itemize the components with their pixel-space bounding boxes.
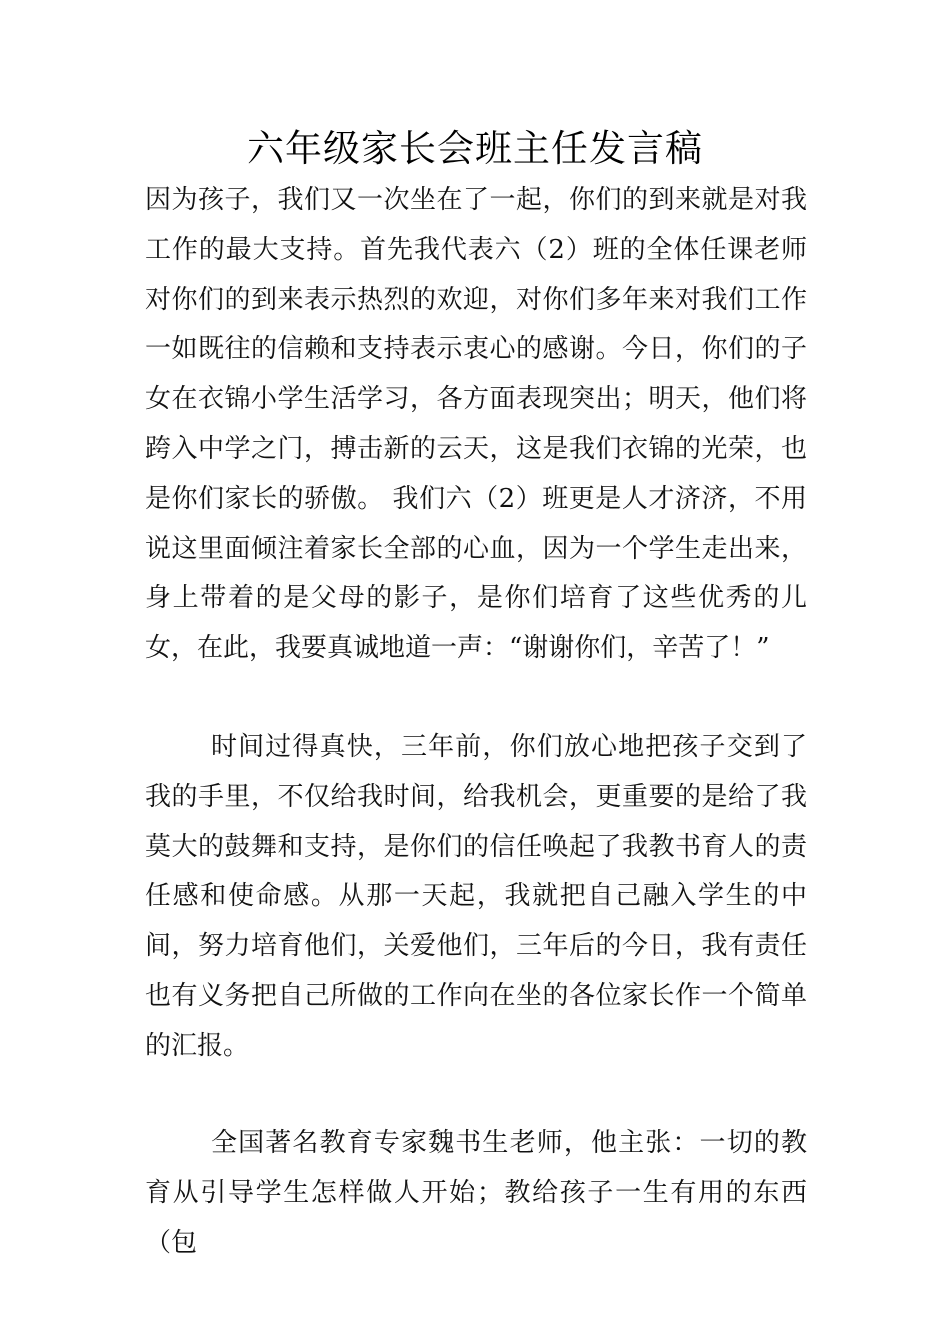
paragraph-three-years: 时间过得真快，三年前，你们放心地把孩子交到了我的手里，不仅给我时间，给我机会，更重要的是给了我莫大的鼓舞和支持，是你们的信任唤起了我教书育人的责任感和使命感。从那一天起，我就把自己融入学生的中间，努力培育他们，关爱他们，三年后的今日，我有责任也有义务把自己所做的工作向在坐的各位家长作一个简单的汇报。 xyxy=(145,732,807,1061)
paragraph-wei-shusheng: 全国著名教育专家魏书生老师，他主张：一切的教育从引导学生怎样做人开始；教给孩子一生有用的东西（包 xyxy=(145,1128,807,1258)
paragraph-opening: 因为孩子，我们又一次坐在了一起，你们的到来就是对我工作的最大支持。首先我代表六（2）班的全体任课老师对你们的到来表示热烈的欢迎，对你们多年来对我们工作一如既往的信赖和支持表示衷心的感谢。今日，你们的子女在衣锦小学生活学习，各方面表现突出；明天，他们将跨入中学之门，搏击新的云天，这是我们衣锦的光荣，也是你们家长的骄傲。 我们六（2）班更是人才济济，不用说这里面倾注着家长全部的心血，因为一个学生走出来，身上带着的是父母的影子，是你们培育了这些优秀的儿女，在此，我要真诚地道一声：“谢谢你们，辛苦了！” xyxy=(145,185,807,664)
document-title: 六年级家长会班主任发言稿 xyxy=(247,127,703,170)
